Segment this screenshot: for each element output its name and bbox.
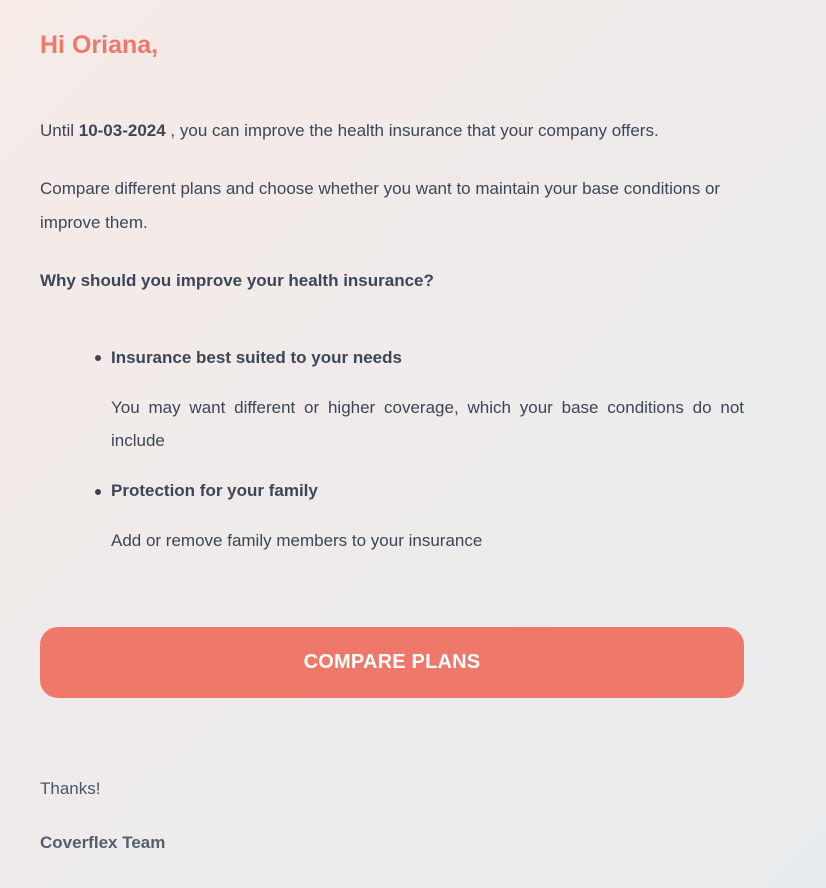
signoff-text: Thanks! [40,779,101,798]
compare-plans-button[interactable]: COMPARE PLANS [40,627,744,698]
benefit-description: Add or remove family members to your insurance [111,531,483,550]
intro-suffix: , you can improve the health insurance that your company offers. [165,121,659,140]
bullet-dot-icon [95,355,101,361]
signature-text: Coverflex Team [40,833,166,852]
intro-paragraph [40,114,744,148]
bullet-dot-icon [95,489,101,495]
intro-prefix: Until [40,121,79,140]
greeting-heading: Hi Oriana, [40,31,159,59]
benefit-title: Protection for your family [111,481,318,500]
why-heading: Why should you improve your health insurance? [40,271,434,290]
deadline-date: 10-03-2024 [78,121,166,140]
benefit-title: Insurance best suited to your needs [111,348,402,367]
compare-paragraph: Compare different plans and choose whether you want to maintain your base conditions or improve them. [40,179,721,232]
benefit-description: You may want different or higher coverage, which your base conditions do not include [111,398,744,450]
